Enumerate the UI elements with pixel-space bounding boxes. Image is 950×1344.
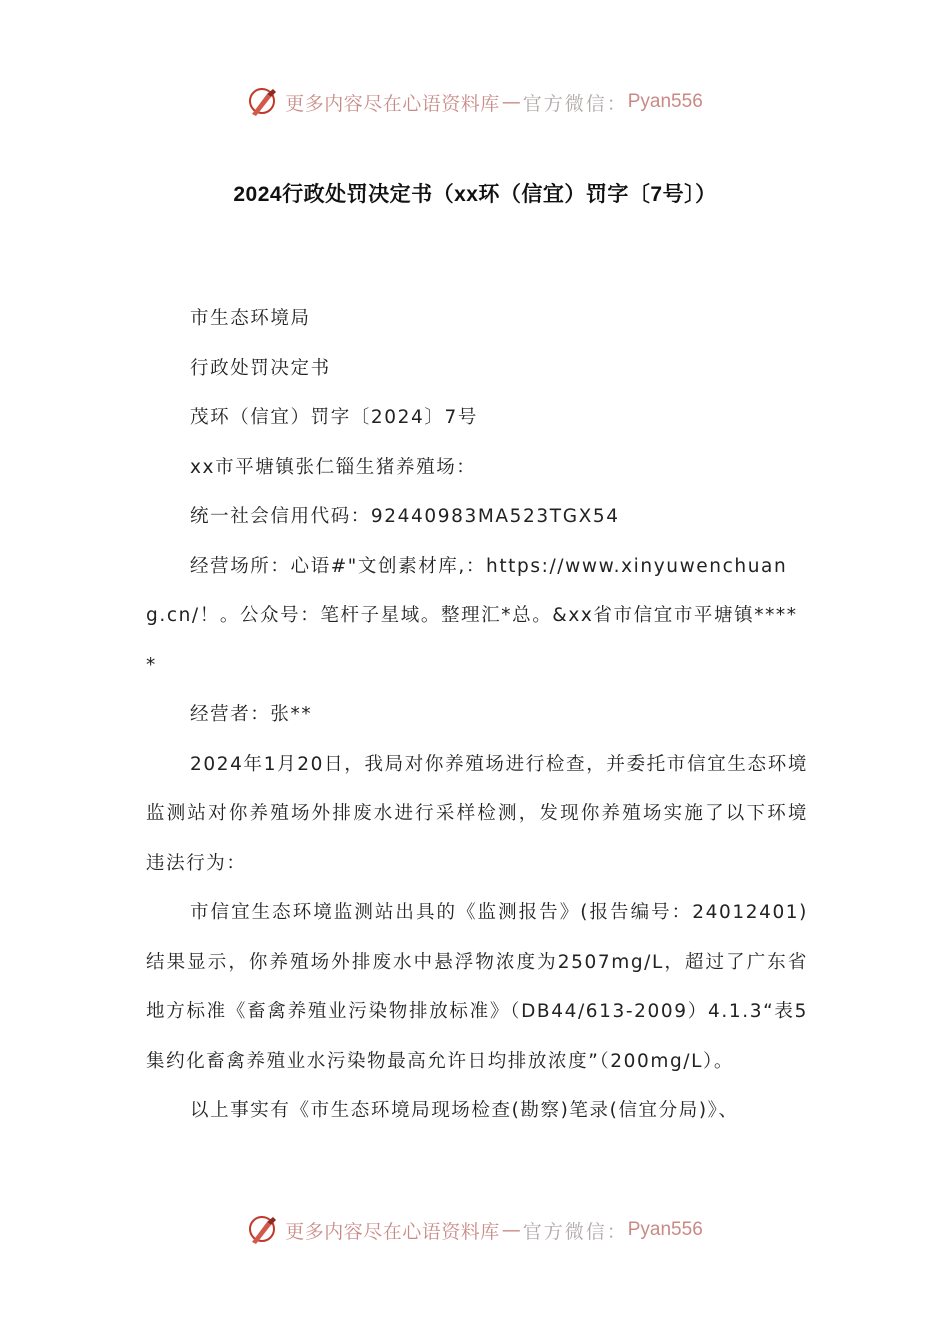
banner-text: 更多内容尽在心语资料库 [285,1220,500,1243]
banner-dash: — [501,1219,521,1241]
pen-logo-icon [247,85,281,119]
facts-paragraph: 以上事实有《市生态环境局现场检查(勘察)笔录(信宜分局)》、 [190,1100,739,1121]
banner-wechat-id: Pyan556 [627,1219,703,1240]
document-title: 2024行政处罚决定书（xx环（信宜）罚字〔7号〕） [233,183,717,206]
report-paragraph: 市信宜生态环境监测站出具的《监测报告》(报告编号：24012401)结果显示，你养殖场外排废水中悬浮物浓度为2507mg/L，超过了广东省地方标准《畜禽养殖业污染物排放标准》（DB44/613-2009）4.1.3“表5集约化畜禽养殖业水污染物最高允许日均排放浓度”（200mg/L）。 [146,902,808,1072]
agency-line: 市生态环境局 [190,308,311,329]
header-watermark-banner [0,82,950,122]
footer-watermark-banner [0,1210,950,1250]
banner-wechat-id: Pyan556 [627,91,703,112]
document-body [146,294,808,1136]
operator-line: 经营者：张** [190,704,313,725]
credit-code-line: 统一社会信用代码：92440983MA523TGX54 [190,506,620,527]
recipient-line: xx市平塘镇张仁锱生猪养殖场： [190,456,477,478]
banner-dash: — [501,91,521,113]
address-paragraph: 经营场所：心语#"文创素材库,：https://www.xinyuwenchuang.cn/！。公众号：笔杆子星域。整理汇*总。&xx省市信宜市平塘镇***** [146,555,798,676]
inspection-paragraph: 2024年1月20日，我局对你养殖场进行检查，并委托市信宜生态环境监测站对你养殖场外排废水进行采样检测，发现你养殖场实施了以下环境违法行为： [146,753,808,874]
pen-logo-icon [247,1213,281,1247]
banner-wechat-label: 官方微信： [522,92,628,115]
banner-text: 更多内容尽在心语资料库 [285,92,500,115]
banner-wechat-label: 官方微信： [522,1220,628,1243]
doc-type-line: 行政处罚决定书 [190,357,331,379]
doc-number-line: 茂环（信宜）罚字〔2024〕7号 [190,407,478,428]
